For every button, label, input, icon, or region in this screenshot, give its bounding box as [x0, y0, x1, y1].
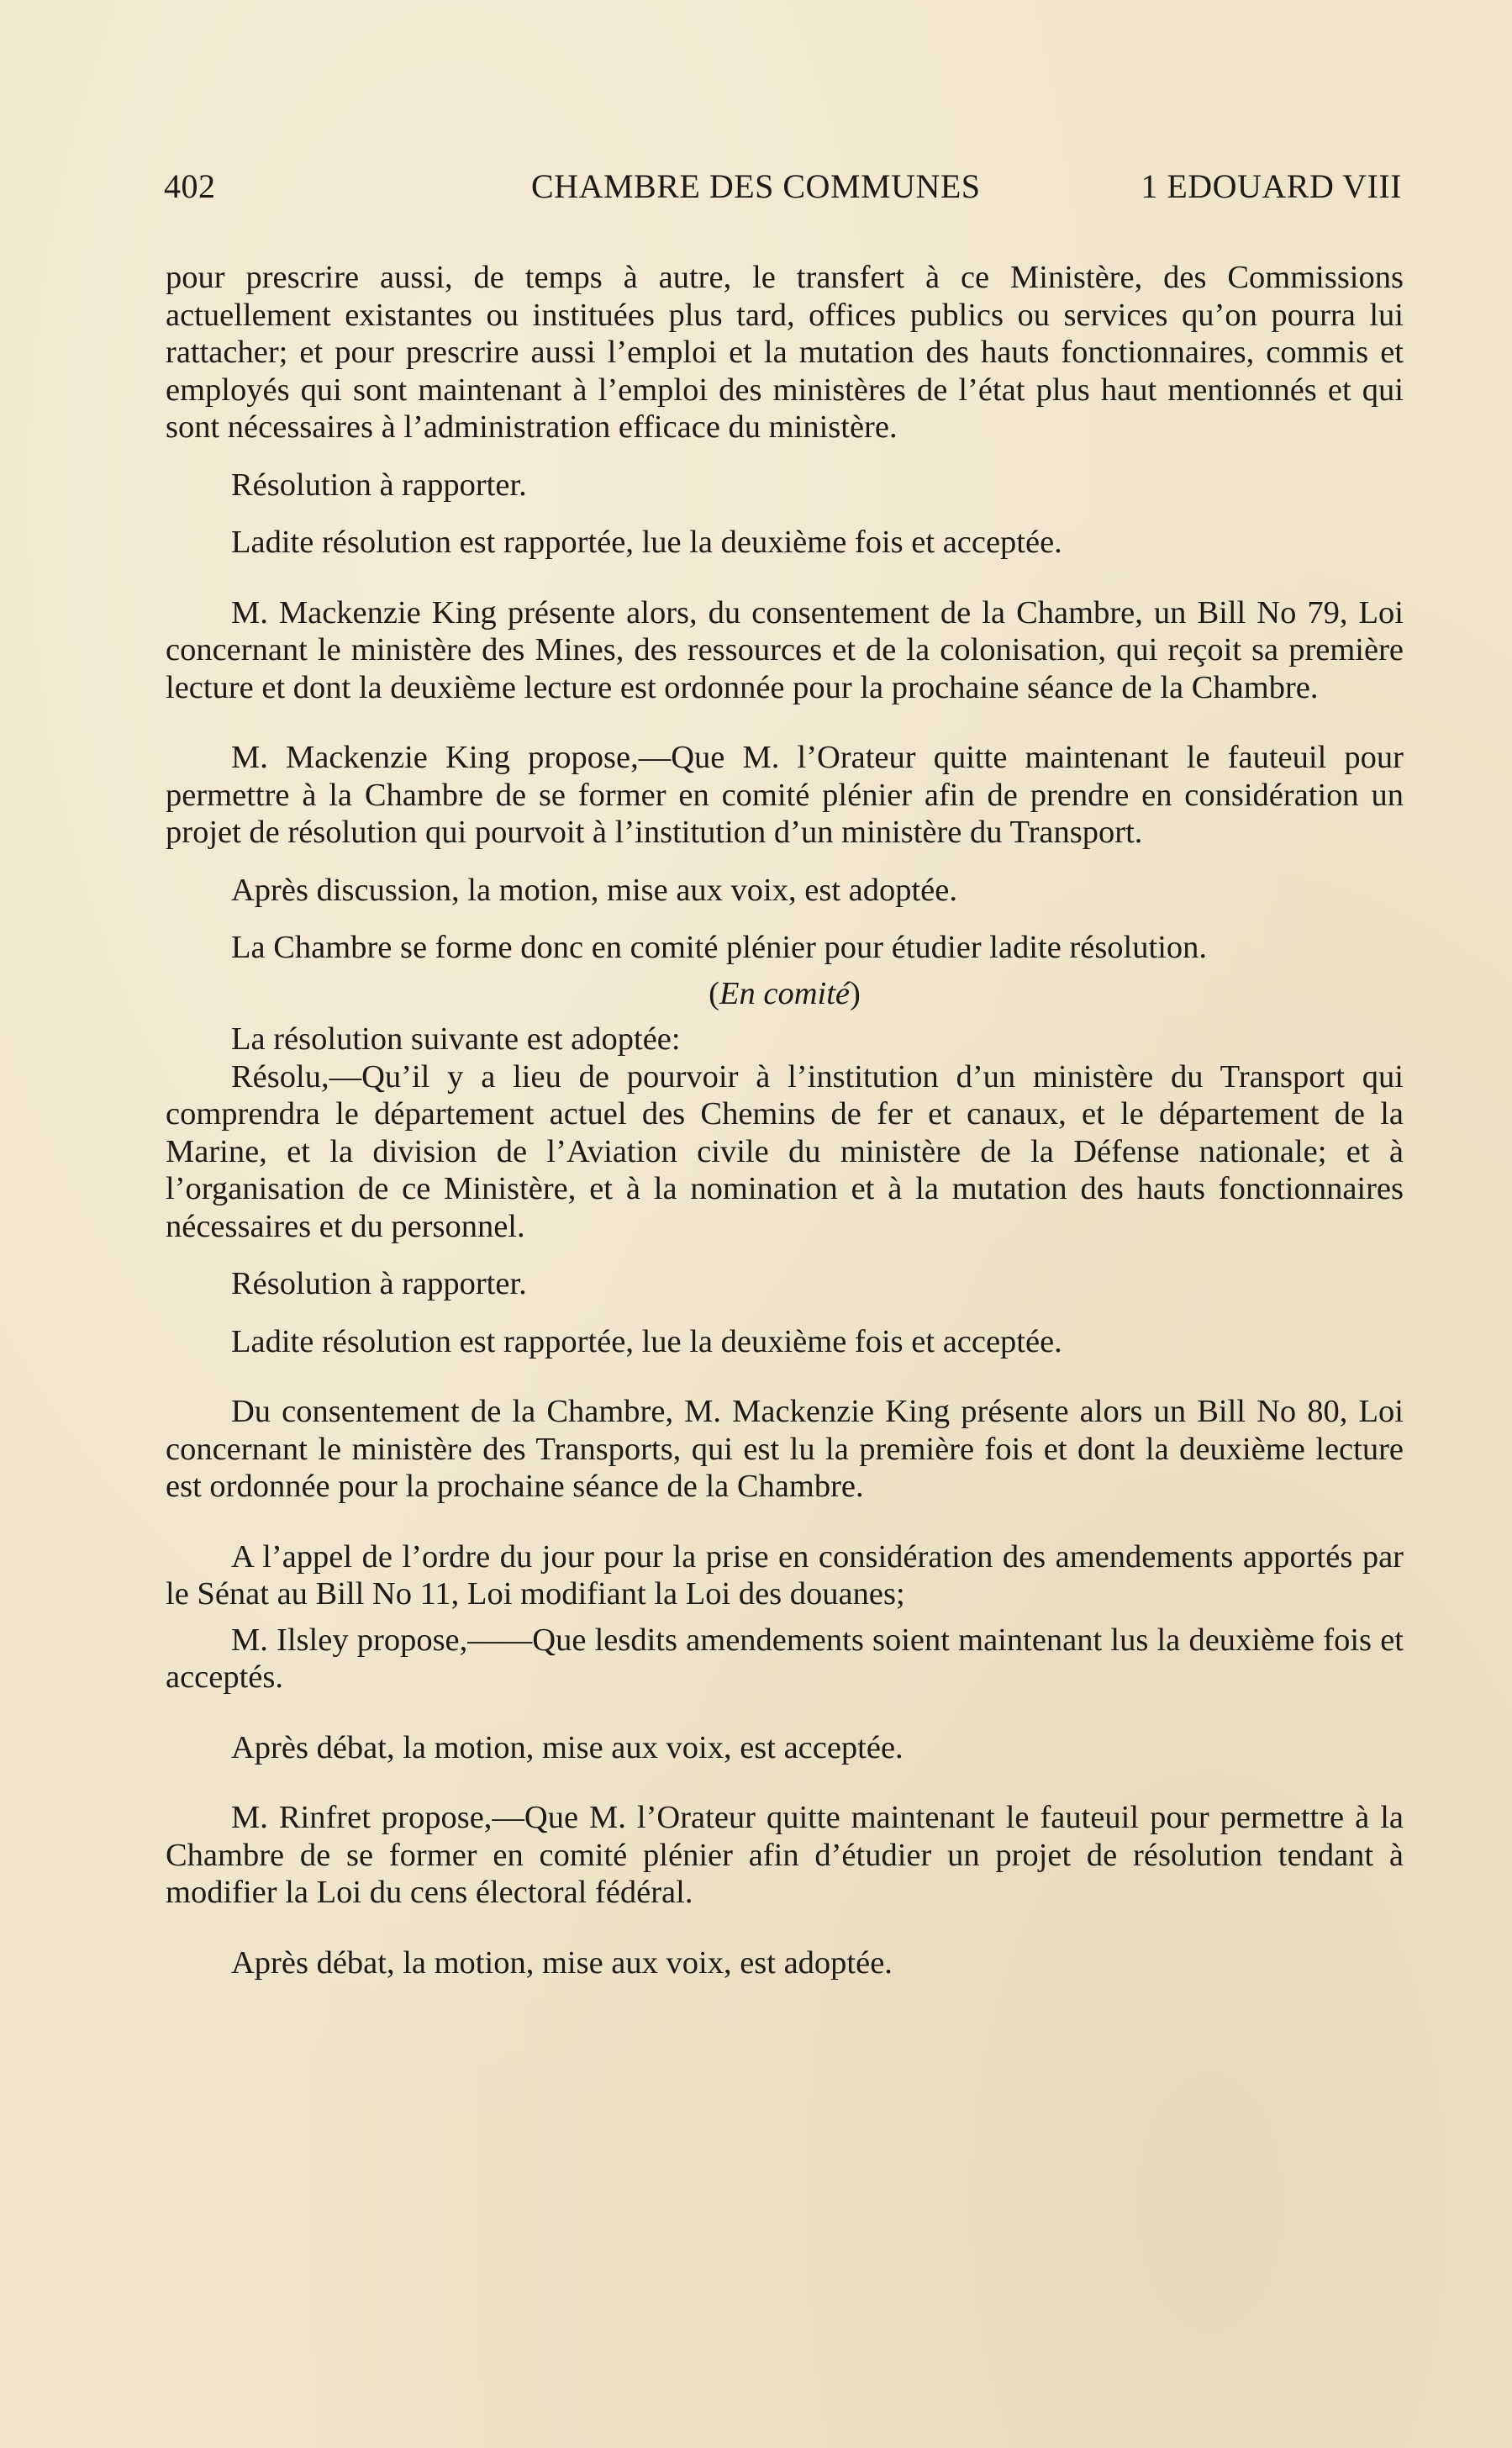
paragraph-resolved: Résolu,—Qu’il y a lieu de pourvoir à l’institution d’un ministère du Transport qui comprendra le département actuel des Chemins de fer et canaux, et le département de la Marine, et la division de l’Aviation civile du ministère de la Défense nationale; et à l’organisation de ce Ministère, et à la nomination et à la mutation des hauts fonctionnaires nécessaires et du personnel. — [166, 1058, 1404, 1244]
page-number: 402 — [164, 167, 216, 205]
paragraph-motion-adopted: Après discussion, la motion, mise aux voix, est adoptée. — [231, 872, 957, 908]
paragraph-ilsley-motion: M. Ilsley propose,——Que lesdits amendements soient maintenant lus la deuxième fois et acceptés. — [166, 1622, 1404, 1695]
paragraph-bill-80: Du consentement de la Chambre, M. Mackenzie King présente alors un Bill No 80, Loi concernant le ministère des Transports, qui est lu la première fois et dont la deuxième lecture est ordonnée pour la prochaine séance de la Chambre. — [166, 1394, 1404, 1504]
in-committee-label: En comité — [719, 975, 850, 1011]
paragraph-committee-of-whole: La Chambre se forme donc en comité plénier pour étudier ladite résolution. — [231, 930, 1208, 965]
paragraph-resolution-reported: Ladite résolution est rapportée, lue la deuxième fois et acceptée. — [231, 525, 1062, 560]
chamber-title: CHAMBRE DES COMMUNES — [531, 167, 981, 205]
paragraph-rinfret-motion: M. Rinfret propose,—Que M. l’Orateur quitte maintenant le fauteuil pour permettre à la Chambre de se former en comité plénier afin d’étudier un projet de résolution tendant à modifier la Loi du cens électoral fédéral. — [166, 1800, 1404, 1910]
paragraph-resolution-reported-2: Ladite résolution est rapportée, lue la deuxième fois et acceptée. — [231, 1323, 1062, 1359]
paragraph-following-resolution: La résolution suivante est adoptée: — [231, 1021, 681, 1057]
paragraph-bill-79: M. Mackenzie King présente alors, du consentement de la Chambre, un Bill No 79, Loi concernant le ministère des Mines, des ressources et de la colonisation, qui reçoit sa première lecture et dont la deuxième lecture est ordonnée pour la prochaine séance de la Chambre. — [166, 594, 1404, 705]
paragraph-resolution-to-report-2: Résolution à rapporter. — [231, 1266, 527, 1301]
paragraph-motion-accepted: Après débat, la motion, mise aux voix, est acceptée. — [231, 1729, 904, 1765]
paragraph-order-of-day: A l’appel de l’ordre du jour pour la prise en considération des amendements apportés par le Sénat au Bill No 11, Loi modifiant la Loi des douanes; — [166, 1538, 1404, 1612]
paragraph-resolution-to-report: Résolution à rapporter. — [231, 467, 527, 503]
in-committee-heading: (En comité) — [709, 975, 861, 1011]
regnal-year: 1 EDOUARD VIII — [1141, 167, 1402, 205]
paragraph-continued-resolution: pour prescrire aussi, de temps à autre, le transfert à ce Ministère, des Commissions actuellement existantes ou instituées plus tard, offices publics ou services qu’on pourra lui rattacher; et pour prescrire aussi l’emploi et la mutation des hauts fonctionnaires, commis et employés qui sont maintenant à l’emploi des ministères de l’état plus haut mentionnés et qui sont nécessaires à l’administration efficace du ministère. — [166, 260, 1404, 445]
paragraph-final-adopted: Après débat, la motion, mise aux voix, est adoptée. — [231, 1944, 893, 1981]
journal-body — [166, 259, 1404, 1981]
paragraph-motion-transport: M. Mackenzie King propose,—Que M. l’Orateur quitte maintenant le fauteuil pour permettre à la Chambre de se former en comité plénier afin de prendre en considération un projet de résolution qui pourvoit à l’institution d’un ministère du Transport. — [166, 740, 1404, 850]
running-header — [164, 166, 1402, 210]
